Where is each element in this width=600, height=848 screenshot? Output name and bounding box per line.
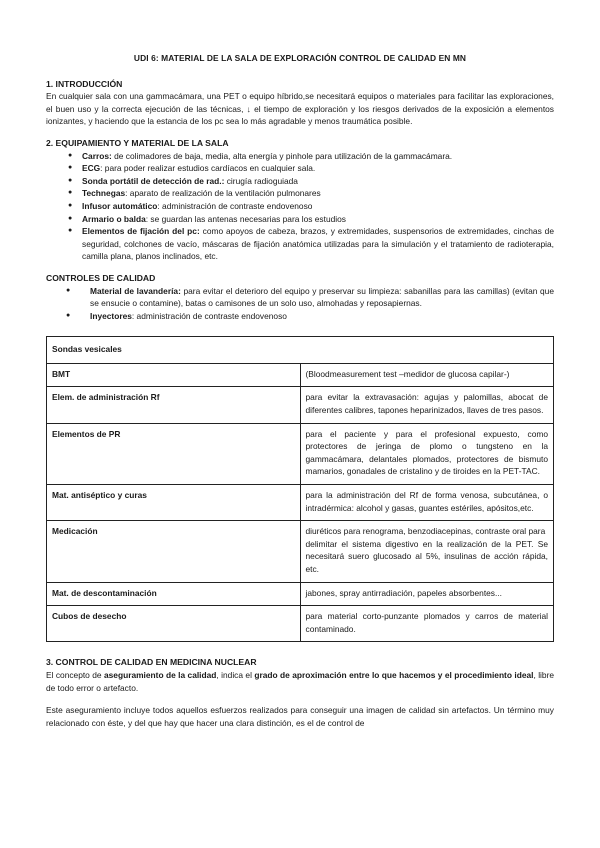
table-row bbox=[47, 423, 554, 484]
intro-heading: 1. INTRODUCCIÓN bbox=[46, 78, 123, 89]
control-paragraph-2: Este aseguramiento incluye todos aquellos esfuerzos realizados para conseguir una imagen de calidad sin artefactos. Un término muy relacionado con éste, y del que hay que hacer una clara distinción, es el de control de bbox=[46, 705, 554, 728]
list-item: ● Material de lavandería: para evitar el deterioro del equipo y preservar su limpieza: sabanillas para las camillas) (evitan que se ensucie o contamine), batas o camisones de un solo uso, almohadas y reposapiernas. bbox=[46, 285, 554, 310]
list-item: ● Sonda portátil de detección de rad.: cirugía radioguiada bbox=[46, 175, 554, 188]
list-item: ● Carros: de colimadores de baja, media, alta energía y pinhole para utilización de la gammacámara. bbox=[46, 150, 554, 163]
table-value: jabones, spray antirradiación, papeles absorbentes... bbox=[300, 582, 554, 606]
table-key: Mat. de descontaminación bbox=[47, 582, 301, 606]
quality-section bbox=[46, 272, 554, 642]
table-value bbox=[300, 521, 554, 582]
list-item: ● Inyectores: administración de contraste endovenoso bbox=[46, 310, 554, 323]
table-key: Mat. antiséptico y curas bbox=[47, 485, 301, 521]
table-value: (Bloodmeasurement test –medidor de glucosa capilar-) bbox=[300, 363, 554, 387]
table-key: Elementos de PR bbox=[47, 423, 301, 484]
table-key: Elem. de administración Rf bbox=[47, 387, 301, 423]
list-item: ● ECG: para poder realizar estudios cardíacos en cualquier sala. bbox=[46, 162, 554, 175]
intro-paragraph: En cualquier sala con una gammacámara, una PET o equipo híbrido,se necesitará equipos o materiales para facilitar las exploraciones, el buen uso y la correcta ejecución de las técnicas, ↓ el tiempo de exploración y los riesgos derivados de la exposición a elementos ionizantes, y haciendo que la estancia de los pc sea lo más agradable y menos traumática posible. bbox=[46, 91, 554, 127]
table-value: para evitar la extravasación: agujas y palomillas, abocat de diferentes calibres, tapones heparinizados, llaves de tres pasos. bbox=[300, 387, 554, 423]
table-header-row bbox=[47, 337, 554, 364]
equipment-section bbox=[46, 137, 554, 263]
control-paragraph-1: El concepto de aseguramiento de la calidad, indica el grado de aproximación entre lo que hacemos y el procedimiento ideal, libre de todo error o artefacto. bbox=[46, 669, 555, 693]
list-item: ● Technegas: aparato de realización de la ventilación pulmonares bbox=[46, 187, 554, 200]
equipment-heading: 2. EQUIPAMIENTO Y MATERIAL DE LA SALA bbox=[46, 137, 229, 148]
list-item: ● Armario o balda: se guardan las antenas necesarias para los estudios bbox=[46, 213, 554, 226]
equipment-list bbox=[46, 150, 554, 263]
intro-section bbox=[46, 78, 554, 128]
list-item: ● Infusor automático: administración de contraste endovenoso bbox=[46, 200, 554, 213]
materials-table bbox=[46, 336, 554, 642]
table-value-line: delimitar el sistema digestivo en la realización de la PET. Se necesitará suero glucosado al 5%, insulinas de acción rápida, etc. bbox=[305, 538, 548, 574]
control-section bbox=[46, 656, 554, 729]
table-row bbox=[47, 387, 554, 423]
table-row bbox=[47, 606, 554, 642]
quality-heading: CONTROLES DE CALIDAD bbox=[46, 272, 156, 283]
table-header-cell: Sondas vesicales bbox=[47, 337, 554, 364]
table-value: para material corto-punzante plomados y carros de material contaminado. bbox=[300, 606, 554, 642]
quality-list bbox=[46, 285, 554, 323]
table-key: Cubos de desecho bbox=[47, 606, 301, 642]
table-row bbox=[47, 582, 554, 606]
table-value: para la administración del Rf de forma venosa, subcutánea, o intradérmica: alcohol y gasas, guantes estériles, apósitos,etc. bbox=[300, 485, 554, 521]
table-row bbox=[47, 485, 554, 521]
list-item: ● Elementos de fijación del pc: como apoyos de cabeza, brazos, y extremidades, suspensorios de extremidades, cinchas de seguridad, colchones de vacío, máscaras de fijación anatómica utilizadas para la simulación y el tratamiento de radioterapia, camilla plana, planos inclinados, etc. bbox=[46, 225, 554, 263]
control-heading: 3. CONTROL DE CALIDAD EN MEDICINA NUCLEAR bbox=[46, 657, 257, 668]
table-row bbox=[47, 521, 554, 582]
table-value-line: diuréticos para renograma, benzodiacepinas, contraste oral para bbox=[305, 526, 546, 537]
table-key: BMT bbox=[47, 363, 301, 387]
table-key: Medicación bbox=[47, 521, 301, 582]
table-value: para el paciente y para el profesional expuesto, como protectores de jeringa de plomo o tungsteno en la gammacámara, delantales plomados, protectores de bismuto mamarios, gonadales de cristalino y de tiroides en la PET-TAC. bbox=[300, 423, 554, 484]
table-row bbox=[47, 363, 554, 387]
document-title: UDI 6: MATERIAL DE LA SALA DE EXPLORACIÓN CONTROL DE CALIDAD EN MN bbox=[133, 53, 467, 63]
